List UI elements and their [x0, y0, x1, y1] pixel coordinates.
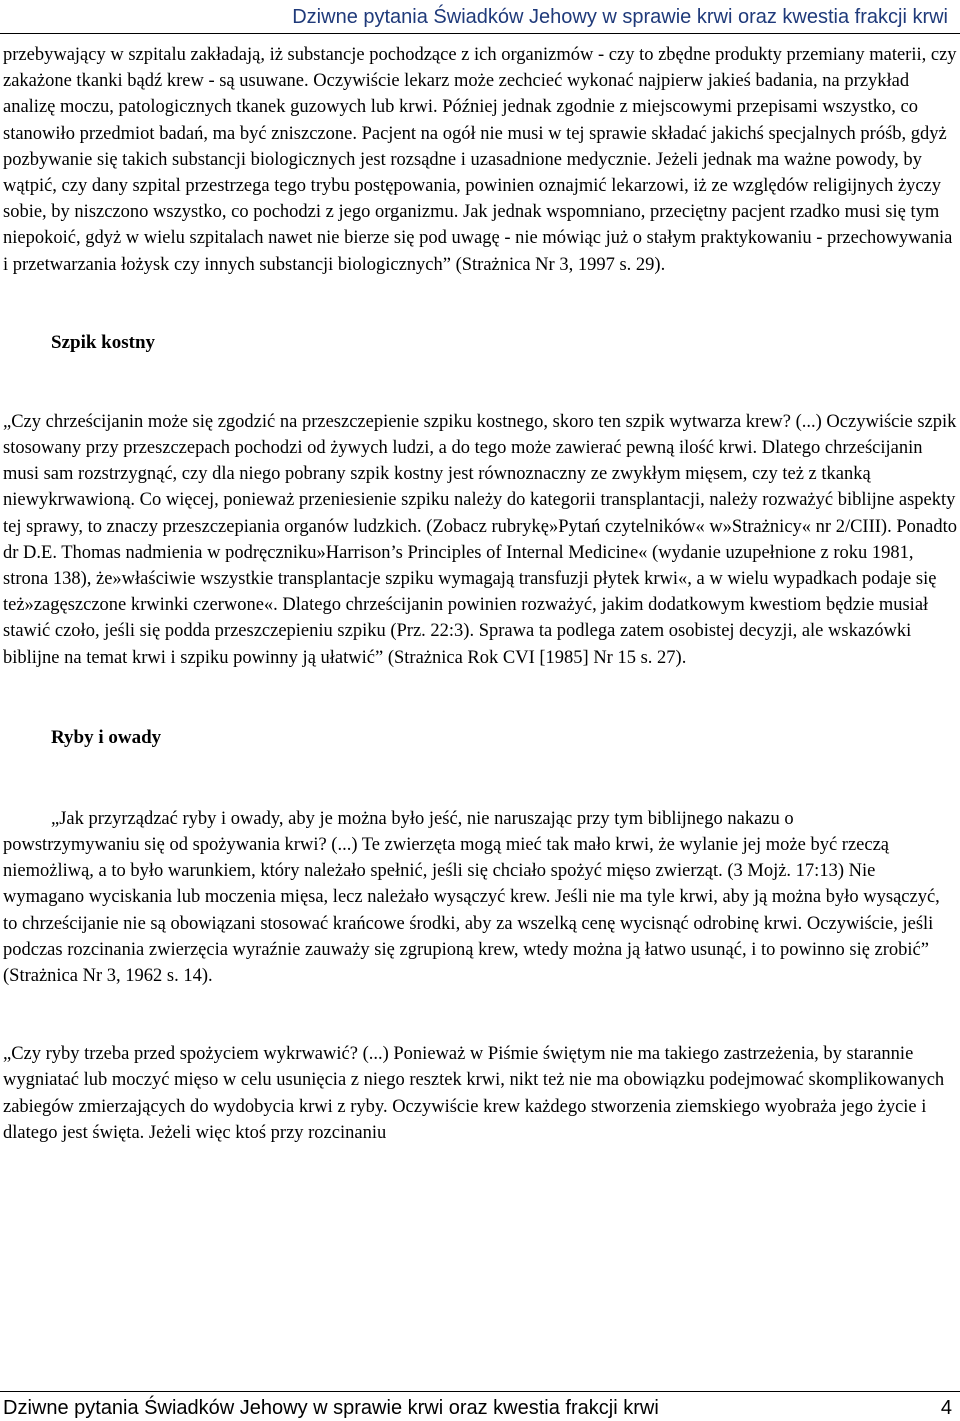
intro-paragraph: przebywający w szpitalu zakładają, iż substancje pochodzące z ich organizmów - czy to zbędne produkty przemiany materii, czy zakażone tkanki bądź krew - są usuwane. Oczywiście lekarz może zechcieć wykonać najpierw jakieś badania, na przykład analizę moczu, patologicznych tkanek guzowych lub krwi. Później jednak zgodnie z miejscowymi przepisami wszystko, co stanowiło przedmiot badań, ma być zniszczone. Pacjent na ogół nie musi w tej sprawie składać jakichś specjalnych próśb, gdyż pozbywanie się takich substancji biologicznych jest rozsądne i uzasadnione medycznie. Jeżeli jednak ma ważne powody, by wątpić, czy dany szpital przestrzega tego trybu postępowania, powinien oznajmić lekarzowi, iż ze względów religijnych życzy sobie, by niszczono wszystko, co pochodzi z jego organizmu. Jak jednak wspomniano, przeciętny pacjent rzadko musi się tym niepokoić, gdyż w wielu szpitalach nawet nie bierze się pod uwagę - nie mówiąc już o stałym praktykowaniu - przechowywania i przetwarzania łożysk czy innych substancji biologicznych” (Strażnica Nr 3, 1997 s. 29). — [3, 45, 957, 275]
footer-rule — [0, 1391, 960, 1392]
running-footer — [3, 1395, 952, 1421]
section-heading-fish: Ryby i owady — [51, 726, 162, 748]
fish-paragraph-2: „Czy ryby trzeba przed spożyciem wykrwawić? (...) Ponieważ w Piśmie świętym nie ma takiego zastrzeżenia, by starannie wygniatać lub moczyć mięso w celu usunięcia z niego resztek krwi, nikt też nie ma obowiązku podejmować skomplikowanych zabiegów zmierzających do wydobycia krwi z ryby. Oczywiście krew każdego stworzenia ziemskiego wyobraża jego życie i dlatego jest święta. Jeżeli więc ktoś przy rozcinaniu — [3, 1044, 945, 1143]
running-header: Dziwne pytania Świadków Jehowy w sprawie krwi oraz kwestia frakcji krwi — [292, 6, 948, 28]
document-body — [3, 42, 957, 1146]
footer-title: Dziwne pytania Świadków Jehowy w sprawie krwi oraz kwestia frakcji krwi — [3, 1397, 659, 1419]
spacer — [3, 356, 957, 409]
spacer — [3, 278, 957, 330]
fish-paragraph-first-line: „Jak przyrządzać ryby i owady, aby je można było jeść, nie naruszając przy tym biblijnego nakazu o — [51, 808, 794, 829]
fish-paragraph-1: powstrzymywaniu się od spożywania krwi? (...) Te zwierzęta mogą mieć tak mało krwi, że wylanie jej może być rzeczą niemożliwą, a to było warunkiem, który należało spełnić, jeśli się chciało spożyć mięso zwierząt. (3 Mojż. 17:13) Nie wymagano wyciskania lub moczenia mięsa, lecz należało wysączyć krew. Jeśli nie ma tyle krwi, aby ją można było wysączyć, to chrześcijanie nie są obowiązani stosować krańcowe środki, aby za wszelką cenę wycisnąć odrobinę krwi. Oczywiście, jeśli podczas rozcinania zwierzęcia wyraźnie zauważy się zgrupioną krew, wtedy można ją łatwo usunąć, i to powinno się zrobić” (Strażnica Nr 3, 1962 s. 14). — [3, 835, 940, 987]
spacer — [3, 989, 957, 1041]
spacer — [3, 751, 957, 806]
header-rule — [0, 33, 960, 34]
bone-marrow-text: „Czy chrześcijanin może się zgodzić na przeszczepienie szpiku kostnego, skoro ten szpik wytwarza krew? (...) Oczywiście szpik stosowany przy przeszczepach pochodzi od żywych ludzi, a do tego może zawierać pewną ilość krwi. Dlatego chrześcijanin musi sam rozstrzygnąć, czy dla niego pobrany szpik kostny jest równoznaczny ze zwykłym mięsem, czy też z tkanką niewykrwawioną. Co więcej, ponieważ przeniesienie szpiku należy do kategorii transplantacji, należy rozważyć biblijne aspekty tej sprawy, to znaczy przeszczepiania organów ludzkich. (Zobacz rubrykę»Pytań czytelników« w»Strażnicy« nr 2/CIII). Ponadto dr D.E. Thomas nadmienia w podręczniku»Harrison’s Principles of Internal Medicine« (wydanie uzupełnione z roku 1981, strona 138), że»właściwie wszystkie transplantacje szpiku wymagają transfuzji płytek krwi«, a w wielu wypadkach podaje się też»zagęszczone krwinki czerwone«. Dlatego chrześcijanin powinien rozważyć, jakim dodatkowym kwestiom będzie musiał stawić czoło, jeśli się podda przeszczepieniu szpiku (Prz. 22:3). Sprawa ta podlega zatem osobistej decyzji, ale wskazówki biblijne na temat krwi i szpiku powinny ją ułatwić” (Strażnica Rok CVI [1985] Nr 15 s. 27). — [3, 411, 957, 668]
bone-marrow-paragraph — [3, 409, 957, 671]
section-heading-bone-marrow: Szpik kostny — [51, 331, 156, 353]
page-number: 4 — [940, 1397, 952, 1419]
spacer — [3, 671, 957, 725]
